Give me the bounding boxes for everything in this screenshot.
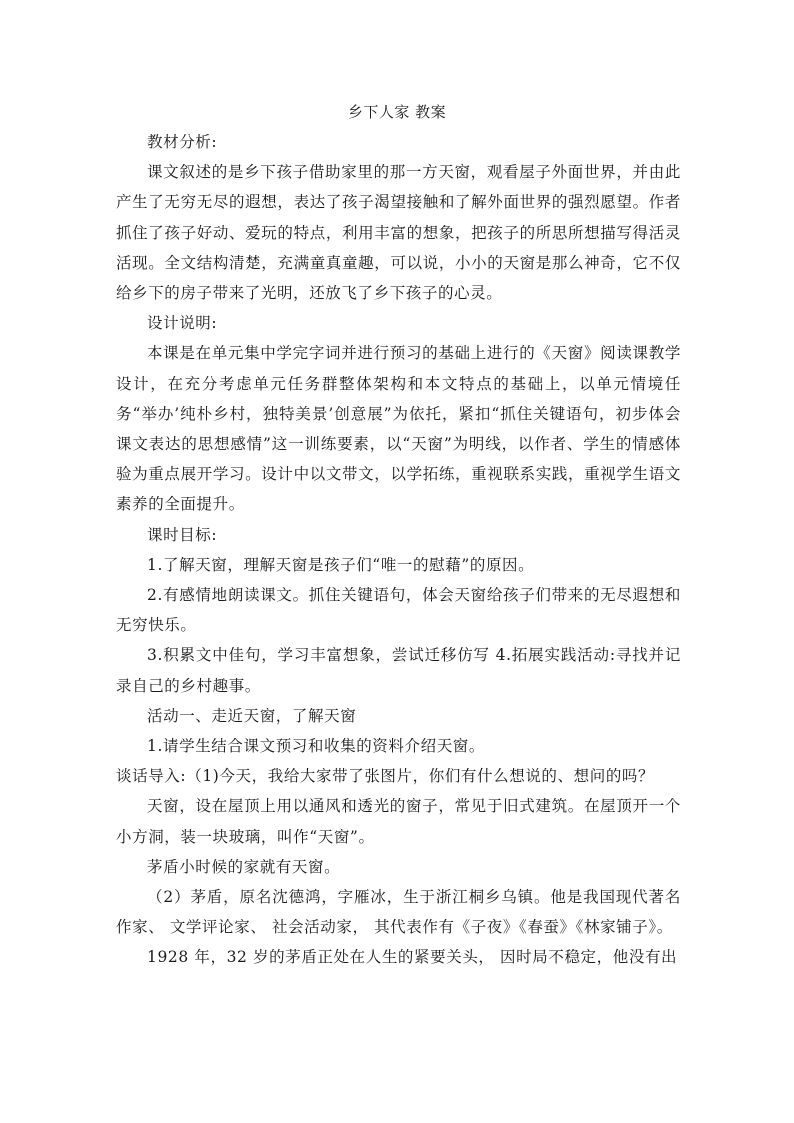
talk-intro: 谈话导入:（1)今天，我给大家带了张图片，你们有什么想说的、想问的吗？ xyxy=(116,767,655,786)
activity-step-1: 1.请学生结合课文预习和收集的资料介绍天窗。 xyxy=(147,737,485,756)
paragraph-skylight-definition: 天窗，设在屋顶上用以通风和透光的窗子，常见于旧式建筑。在屋顶开一个小方洞，装一块玻璃，叫作“天窗”。 xyxy=(116,797,681,846)
goal-item-3: 3.积累文中佳句，学习丰富想象，尝试迁移仿写 4.拓展实践活动:寻找并记录自己的乡村趣事。 xyxy=(116,646,681,695)
document-title: 乡下人家 教案 xyxy=(347,103,447,121)
heading-design-notes: 设计说明: xyxy=(147,314,218,333)
goal-item-2: 2.有感情地朗读课文。抓住关键语句，体会天窗给孩子们带来的无尽遐想和无穷快乐。 xyxy=(116,586,681,635)
paragraph-maodun-home: 茅盾小时候的家就有天窗。 xyxy=(147,857,341,876)
heading-activity-one: 活动一、走近天窗，了解天窗 xyxy=(147,706,357,725)
heading-textbook-analysis: 教材分析: xyxy=(147,133,218,151)
paragraph-maodun-1928: 1928 年，32 岁的茅盾正处在人生的紧要关头， 因时局不稳定，他没有出 xyxy=(147,948,678,967)
paragraph-maodun-bio: （2）茅盾，原名沈德鸿，字雁冰，生于浙江桐乡乌镇。他是我国现代著名作家、 文学评论家、 社会活动家， 其代表作有《子夜》《春蚕》《林家铺子》。 xyxy=(116,888,681,937)
paragraph-design-notes: 本课是在单元集中学完字词并进行预习的基础上进行的《天窗》阅读课教学设计，在充分考虑单元任务群整体架构和本文特点的基础上，以单元情境任务“举办’纯朴乡村，独特美景’创意展”为依托，紧扣“抓住关键语句，初步体会课文表达的思想感情”这一训练要素，以“天窗”为明线，以作者、学生的情感体验为重点展开学习。设计中以文带文，以学拓练，重视联系实践，重视学生语文素养的全面提升。 xyxy=(116,344,681,514)
goal-item-1: 1.了解天窗，理解天窗是孩子们“唯一的慰藉”的原因。 xyxy=(147,555,535,574)
heading-lesson-goals: 课时目标: xyxy=(147,525,218,544)
paragraph-textbook-analysis: 课文叙述的是乡下孩子借助家里的那一方天窗，观看屋子外面世界，并由此产生了无穷无尽的遐想，表达了孩子渴望接触和了解外面世界的强烈愿望。作者抓住了孩子好动、爱玩的特点，利用丰富的想象，把孩子的所思所想描写得活灵活现。全文结构清楚，充满童真童趣，可以说，小小的天窗是那么神奇，它不仅给乡下的房子带来了光明，还放飞了乡下孩子的心灵。 xyxy=(116,163,681,303)
document-body xyxy=(116,127,681,973)
